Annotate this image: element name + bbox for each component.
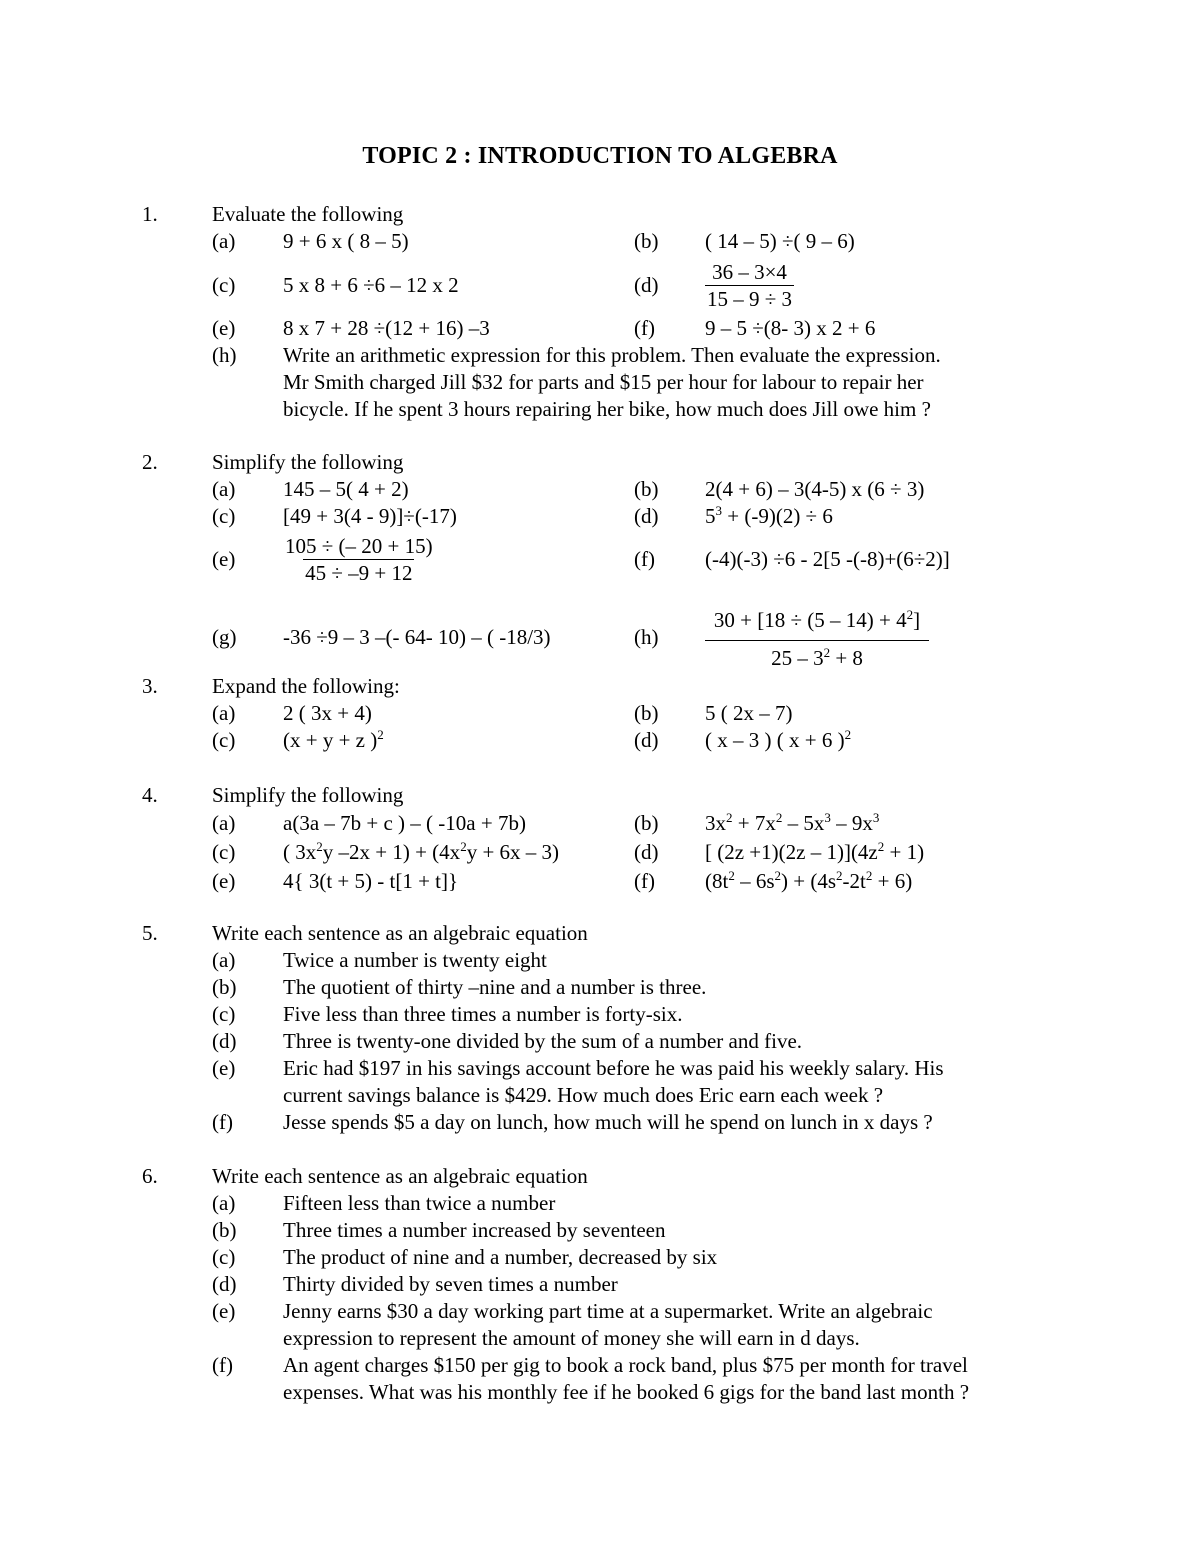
item-label: (a) <box>212 229 236 253</box>
question-3 <box>142 673 1062 754</box>
expression: $5^3 + (-9)(2) \div 6$ <box>705 503 833 528</box>
item-label: (c) <box>212 272 236 297</box>
item-label: (b) <box>634 229 659 253</box>
item-text: The quotient of thirty –nine and a number is three. <box>283 975 707 999</box>
item-label: (e) <box>212 316 236 340</box>
question-4 <box>142 782 1062 896</box>
item-label: (b) <box>634 477 659 501</box>
item-label: (c) <box>212 728 236 752</box>
item-label: (a) <box>212 811 236 835</box>
denominator: $25 - 3^2 + 8$ <box>705 640 929 675</box>
expression <box>283 533 634 586</box>
item-label: (c) <box>212 1002 236 1026</box>
fraction <box>283 533 435 586</box>
item-label: (b) <box>634 701 659 725</box>
question-2 <box>142 449 1062 686</box>
page-title: TOPIC 2 : INTRODUCTION TO ALGEBRA <box>362 143 838 169</box>
numerator: $30 + [18 \div (5 - 14) + 4^2]$ <box>713 606 921 632</box>
question-text: Simplify the following <box>212 783 404 807</box>
question-text: Write each sentence as an algebraic equation <box>212 921 588 945</box>
item-label: (a) <box>212 701 236 725</box>
item-label: (d) <box>212 1272 237 1296</box>
item-label: (d) <box>634 728 659 752</box>
item-text: The product of nine and a number, decreased by six <box>283 1245 718 1269</box>
item-label: (b) <box>212 975 237 999</box>
item-label: (c) <box>212 840 236 864</box>
word-problem-line: bicycle. If he spent 3 hours repairing her bike, how much does Jill owe him ? <box>283 397 931 421</box>
item-label: (c) <box>212 504 236 528</box>
fraction <box>705 259 794 312</box>
item-text: Three is twenty-one divided by the sum of a number and five. <box>283 1029 803 1053</box>
item-text: Eric had $197 in his savings account before he was paid his weekly salary. His <box>283 1056 944 1080</box>
expression: 5 x 8 + 6 ÷6 – 12 x 2 <box>283 272 459 297</box>
expression: 9 – 5 ÷(8- 3) x 2 + 6 <box>705 316 876 340</box>
item-label: (a) <box>212 1191 236 1215</box>
item-label: (e) <box>212 1299 236 1323</box>
item-label: (e) <box>212 1056 236 1080</box>
question-number: 3. <box>142 674 158 698</box>
item-label: (h) <box>212 343 237 367</box>
expression: 145 – 5( 4 + 2) <box>283 477 409 501</box>
expression: [49 + 3(4 - 9)]÷(-17) <box>283 504 457 528</box>
expression: 5 ( 2x – 7) <box>705 701 793 725</box>
item-text: Fifteen less than twice a number <box>283 1191 556 1215</box>
question-1 <box>142 201 1062 423</box>
expression: $(8t^2 - 6s^2) + (4s^2-2t^2 + 6)$ <box>705 868 913 893</box>
item-text: Twice a number is twenty eight <box>283 948 547 972</box>
expression: ( $3x^2y$ $-2x + 1) + (4x^2y + 6x - 3)$ <box>283 839 560 864</box>
expression: ( 14 – 5) ÷( 9 – 6) <box>705 229 855 253</box>
item-text: Jesse spends $5 a day on lunch, how much will he spend on lunch in x days ? <box>283 1110 933 1134</box>
item-text: Three times a number increased by seventeen <box>283 1218 666 1242</box>
item-text: expression to represent the amount of money she will earn in d days. <box>283 1326 860 1350</box>
expression: a(3a – 7b + c ) – ( -10a + 7b) <box>283 811 526 835</box>
question-5 <box>142 920 1062 1136</box>
question-text: Write each sentence as an algebraic equation <box>212 1164 588 1188</box>
question-text: Simplify the following <box>212 450 404 474</box>
item-label: (b) <box>634 811 659 835</box>
expression: $3x^2 + 7x^2 - 5x^3 - 9x^3$ <box>705 810 880 835</box>
word-problem-line: Mr Smith charged Jill $32 for parts and $15 per hour for labour to repair her <box>283 370 924 394</box>
item-label: (f) <box>634 316 655 340</box>
denominator: 45 ÷ –9 + 12 <box>305 560 413 585</box>
numerator: 105 ÷ (– 20 + 15) <box>285 533 433 558</box>
item-text: Jenny earns $30 a day working part time at a supermarket. Write an algebraic <box>283 1299 933 1323</box>
item-text: current savings balance is $429. How much does Eric earn each week ? <box>283 1083 884 1107</box>
item-label: (f) <box>212 1110 233 1134</box>
denominator: 15 – 9 ÷ 3 <box>707 286 793 311</box>
numerator: 36 – 3×4 <box>712 259 787 284</box>
item-text: Five less than three times a number is forty-six. <box>283 1002 683 1026</box>
item-label: (g) <box>212 624 237 649</box>
item-label: (b) <box>212 1218 237 1242</box>
question-number: 1. <box>142 202 158 226</box>
question-number: 2. <box>142 450 158 474</box>
question-number: 4. <box>142 783 158 807</box>
item-label: (d) <box>212 1029 237 1053</box>
expression: ( x – 3 ) ( x + 6 )$^2$ <box>705 727 852 752</box>
item-label: (h) <box>634 624 659 649</box>
expression: 2 ( 3x + 4) <box>283 701 372 725</box>
item-label: (a) <box>212 948 236 972</box>
expression: (-4)(-3) ÷6 - 2[5 -(-8)+(6÷2)] <box>705 546 950 571</box>
item-label: (f) <box>634 869 655 893</box>
fraction <box>705 600 929 675</box>
expression: 2(4 + 6) – 3(4-5) x (6 ÷ 3) <box>705 477 925 501</box>
question-number: 5. <box>142 921 158 945</box>
expression: 8 x 7 + 28 ÷(12 + 16) –3 <box>283 316 490 340</box>
question-number: 6. <box>142 1164 158 1188</box>
item-label: (d) <box>634 840 659 864</box>
item-label: (f) <box>634 546 655 571</box>
expression: (x + y + z )$^2$ <box>283 727 384 752</box>
item-label: (d) <box>634 272 659 297</box>
item-text: expenses. What was his monthly fee if he booked 6 gigs for the band last month ? <box>283 1380 970 1404</box>
item-label: (f) <box>212 1353 233 1377</box>
expression: 9 + 6 x ( 8 – 5) <box>283 229 409 253</box>
item-text: Thirty divided by seven times a number <box>283 1272 618 1296</box>
word-problem-line: Write an arithmetic expression for this problem. Then evaluate the expression. <box>283 343 941 367</box>
item-label: (e) <box>212 869 236 893</box>
question-6 <box>142 1163 1062 1406</box>
expression: [ $(2z +1)(2z - 1)](4z^2 + 1)$ <box>705 839 925 864</box>
item-label: (d) <box>634 504 659 528</box>
item-label: (a) <box>212 477 236 501</box>
question-text: Expand the following: <box>212 674 400 698</box>
item-label: (c) <box>212 1245 236 1269</box>
item-text: An agent charges $150 per gig to book a rock band, plus $75 per month for travel <box>283 1353 968 1377</box>
expression: 4{ 3(t + 5) - t[1 + t]} <box>283 869 459 893</box>
item-label: (e) <box>212 546 236 571</box>
expression: -36 ÷9 – 3 –(- 64- 10) – ( -18/3) <box>283 624 551 649</box>
question-text: Evaluate the following <box>212 202 404 226</box>
